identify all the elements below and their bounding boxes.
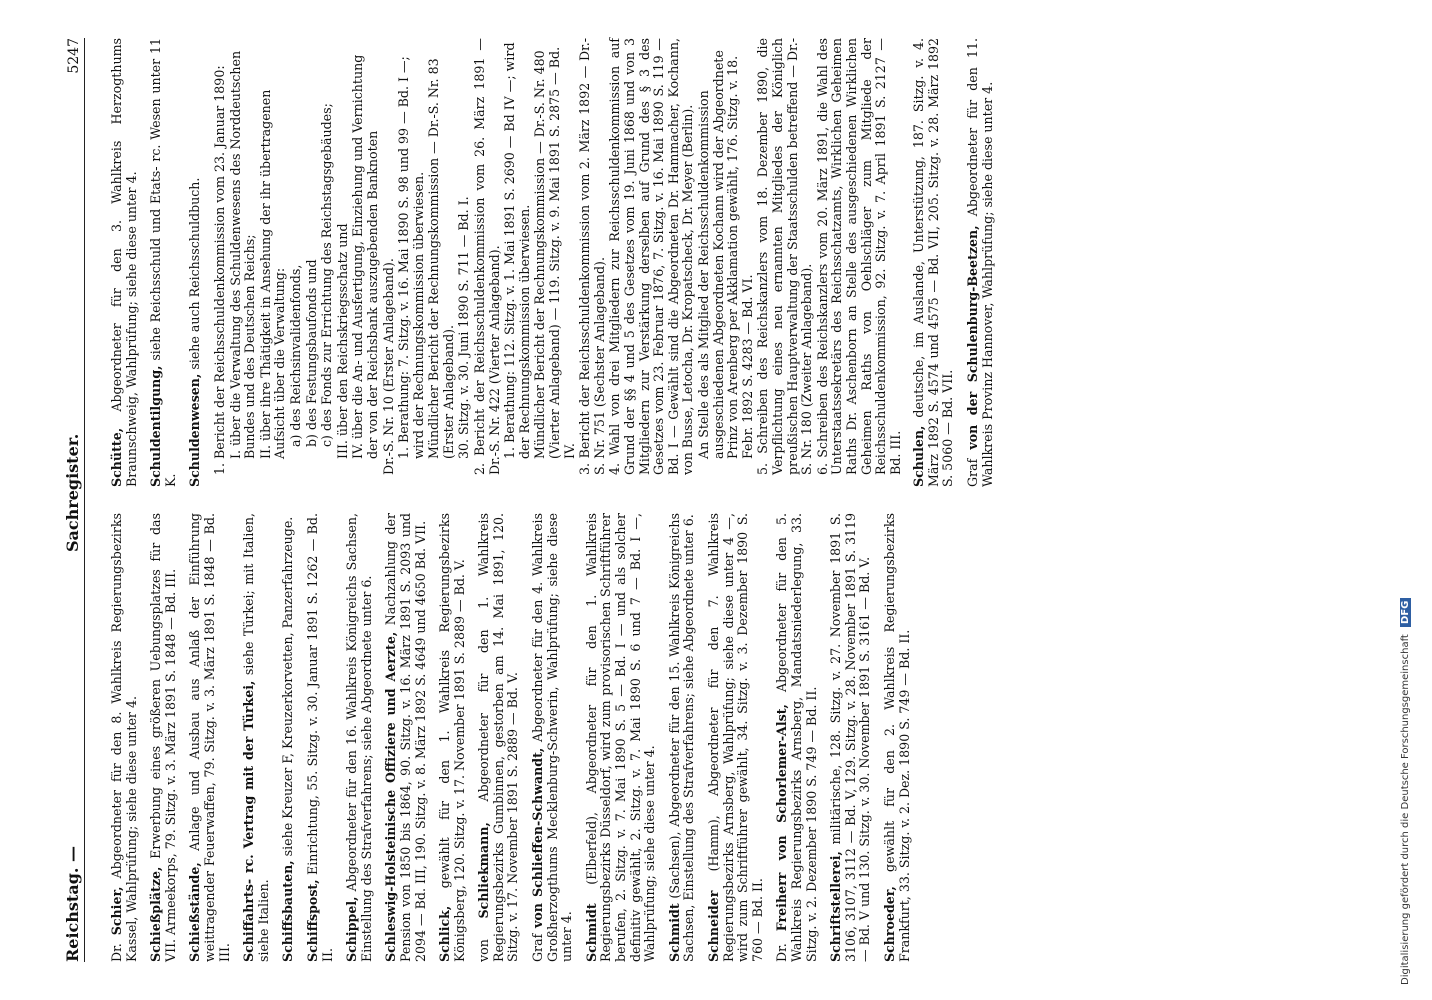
entry-keyword: Schuldenwesen, (187, 373, 203, 487)
schuldenwesen-item: 4. Wahl von drei Mitgliedern zur Reichsschuldenkommission auf Grund der §§ 4 und 5 des Gesetzes vom 19. Juni 1868 und von 3 Mitgliedern zur Verstärkung derselben auf Grund des § 3 des Gesetzes vom 23. Februar 1876, 7. Sitzg. v. 16. Mai 1890 S. 119 — Bd. I — Gewählt sind die Abgeordneten Dr. Hammacher, Kochann, von Busse, Letocha, Dr. Kropatscheck, Dr. Meyer (Berlin). (607, 38, 696, 475)
entry-keyword: Schleswig-Holsteinische Offiziere und Aerzte, (383, 631, 399, 962)
register-entry (281, 513, 296, 962)
register-entry (384, 513, 428, 962)
schuldenwesen-item: III. über den Reichskriegsschatz und (334, 223, 350, 459)
page-number: 5247 (66, 38, 82, 74)
register-entry (110, 513, 139, 962)
entry-text: Anlage und Ausbau aus Anlaß der Einführung weittragender Feuerwaffen, 79. Sitzg. v. 3. März 1891 S. 1848 — Bd. III. (187, 513, 232, 962)
right-column (110, 38, 1005, 487)
entry-keyword: von Schlieffen-Schwandt, (530, 747, 546, 928)
two-column-body (110, 38, 1005, 962)
left-column (110, 513, 1005, 962)
entry-text: Einrichtung, 55. Sitzg. v. 30. Januar 1891 S. 1262 — Bd. II. (304, 513, 335, 962)
entry-keyword: Schliekmann, (476, 822, 492, 919)
entry-keyword: Schießplätze, (148, 866, 164, 962)
entry-text: Abgeordneter für den 5. Wahlkreis Regierungsbezirks Arnsberg, Mandatsniederlegung, 33. Sitzg. v. 2. Dezember 1890 S. 749 — Bd. II. (774, 513, 819, 962)
schuldenwesen-item: a) des Reichsinvalidenfonds, (287, 264, 303, 447)
entry-text: (Elberfeld), Abgeordneter für den 1. Wahlkreis Regierungsbezirks Düsseldorf, wird zum provisorischen Schriftführer berufen, 2. Sitzg. v. 7. Mai 1890 S. 5 — Bd. I — und als solcher definitiv gewählt, 2. Sitzg. v. 7. Mai 1890 S. 6 und 7 — Bd. I —, Wahlprüfung; siehe diese unter 4. (583, 513, 658, 962)
schuldenwesen-item: An Stelle des als Mitglied der Reichsschuldenkommission ausgeschiedenen Abgeordneten Kochann wird der Abgeordnete Prinz von Arenberg per Akklamation gewählt, 176. Sitzg. v. 18. Febr. 1892 S. 4283 — Bd. VI. (695, 50, 755, 459)
entry-keyword: Schiffspost, (304, 879, 320, 962)
entry-keyword: Schiffsbauten, (280, 860, 296, 962)
entry-keyword: von der Schulenburg-Beetzen, (965, 225, 981, 450)
schuldenwesen-item: Mündlicher Bericht der Rechnungskommission — Dr.-S. Nr. 480 (Vierter Anlageband) — 119. Sitzg. v. 9. Mai 1891 S. 2875 — Bd. IV. (532, 46, 577, 459)
entry-text: Abgeordneter für den 8. Wahlkreis Regierungsbezirks Kassel, Wahlprüfung; siehe diese unter 4. (109, 513, 139, 962)
entry-keyword: Schütte, (109, 427, 124, 487)
entry-text: gewählt für den 1. Wahlkreis Regierungsbezirks Königsberg, 120. Sitzg. v. 17. November 1891 S. 2889 — Bd. V. (437, 513, 467, 962)
schuldenwesen-item: 1. Berathung: 7. Sitzg. v. 16. Mai 1890 S. 98 und 99 — Bd. I —; wird der Rechnungskommission überwiesen. (396, 56, 426, 459)
entry-text: siehe auch Reichsschuldbuch. (187, 177, 203, 370)
entry-text: Abgeordneter für den 4. Wahlkreis Großherzogthums Mecklenburg-Schwerin, Wahlprüfung; siehe diese unter 4. (530, 513, 575, 962)
register-entry (149, 513, 178, 962)
schuldenwesen-item: 1. Bericht der Reichsschuldenkommission vom 23. Januar 1890: (211, 65, 227, 475)
entry-keyword: Freiherr von Schorlemer-Alst, (774, 704, 790, 932)
header-center: Sachregister. (63, 433, 82, 552)
entry-text: Nachzahlung der Pension von 1850 bis 1864, 90. Sitzg. v. 16. März 1891 S. 2093 und 2094 — Bd. III, 190. Sitzg. v. 8. März 1892 S. 4649 und 4650 Bd. VII. (383, 513, 428, 962)
entry-prefix: Dr. (109, 943, 124, 962)
register-entry (477, 513, 521, 962)
register-entry (585, 513, 658, 962)
register-entry (438, 513, 467, 962)
schuldenwesen-item: I. über die Verwaltung des Schuldenwesens des Norddeutschen Bundes und des Deutschen Reichs; (227, 50, 258, 459)
schuldenwesen-item: 5. Schreiben des Reichskanzlers vom 18. Dezember 1890, die Verpflichtung eines neu ernannten Mitgliedes der Königlich preußischen Hauptverwaltung der Staatsschulden betreffend — Dr.-S. Nr. 180 (Zweiter Anlageband). (755, 38, 815, 475)
entry-text: Abgeordneter für den 16. Wahlkreis Königreichs Sachsen, Einstellung des Strafverfahrens; siehe Abgeordnete unter 6. (344, 513, 374, 962)
entry-prefix: Graf (965, 458, 981, 487)
entry-text: Erwerbung eines größeren Uebungsplatzes für das VII. Armeekorps, 79. Sitzg. v. 3. März 1891 S. 1848 — Bd. III. (148, 513, 178, 962)
register-entry (775, 513, 819, 962)
schuldenwesen-item: Dr.-S. Nr. 10 (Erster Anlageband). (380, 258, 396, 475)
entry-text: Abgeordneter für den 3. Wahlkreis Herzogthums Braunschweig, Wahlprüfung; siehe diese unter 4. (109, 38, 139, 487)
register-entry (966, 38, 995, 487)
register-entry (110, 38, 139, 487)
register-entry (188, 513, 232, 962)
register-entry (531, 513, 575, 962)
entry-text: Abgeordneter für den 1. Wahlkreis Regierungsbezirks Gumbinnen, gestorben am 14. Mai 1891, 120. Sitzg. v. 17. November 1891 S. 2889 — Bd. V. (476, 513, 521, 962)
entry-keyword: Schießstände, (187, 862, 203, 962)
register-entry (912, 38, 956, 487)
entry-prefix: Graf (530, 933, 546, 962)
schuldenwesen-item: c) des Fonds zur Errichtung des Reichstagsgebäudes; (319, 103, 335, 447)
entry-keyword: Schmidt (583, 903, 599, 962)
entry-text: (Hamm), Abgeordneter für den 7. Wahlkreis Regierungsbezirks Arnsberg, Wahlprüfung; siehe diese unter 4 —, wird zum Schriftführer gewählt, 34. Sitzg. v. 3. Dezember 1890 S. 760 — Bd. II. (706, 513, 765, 962)
entry-keyword: Schlick, (437, 905, 453, 962)
header-left: Reichstag. — (63, 845, 82, 962)
schuldenwesen-item: IV. über die An- und Ausfertigung, Einziehung und Vernichtung der von der Reichsbank auszugebenden Banknoten (350, 54, 380, 459)
register-entry (707, 513, 765, 962)
entry-text: siehe Kreuzer F, Kreuzerkorvetten, Panzerfahrzeuge. (280, 516, 296, 857)
entry-keyword: Schmidt (666, 903, 682, 962)
register-entry (242, 513, 271, 962)
entry-text: gewählt für den 2. Wahlkreis Regierungsbezirks Frankfurt, 33. Sitzg. v. 2. Dez. 1890 S. 749 — Bd. II. (881, 513, 912, 962)
entry-text: siehe Reichsschuld und Etats- rc. Wesen unter 11 K. (148, 38, 178, 487)
entry-keyword: Schneider (706, 890, 721, 962)
entry-text: militärische, 128. Sitzg. v. 27. November 1891 S. 3106, 3107, 3112 — Bd. V, 129. Sitzg. v. 28. November 1891 S. 3119 — Bd. V und 130. Sitzg. v. 30. November 1891 S. 3161 — Bd. V. (828, 512, 873, 962)
schuldenwesen-item: II. über ihre Thätigkeit in Ansehung der ihr übertragenen Aufsicht über die Verwaltung: (257, 89, 288, 459)
register-entry (149, 38, 178, 487)
schuldenwesen-item: 1. Berathung: 112. Sitzg. v. 1. Mai 1891 S. 2690 — Bd IV —; wird der Rechnungskommission überwiesen. (502, 42, 532, 459)
entry-prefix: von (476, 939, 492, 962)
funding-note (1400, 598, 1411, 985)
schuldenwesen-item: 3. Bericht der Reichsschuldenkommission vom 2. März 1892 — Dr.-S. Nr. 751 (Sechster Anlageband). (577, 38, 607, 475)
entry-prefix: Dr. (774, 943, 790, 962)
funding-note-text: Digitalisierung gefördert durch die Deutsche Forschungsgemeinschaft (1400, 634, 1411, 985)
entry-keyword: Schippel, (344, 896, 360, 962)
entry-keyword: Schriftstellerei, (828, 851, 844, 962)
schuldenwesen-item: 6. Schreiben des Reichskanzlers vom 20. März 1891, die Wahl des Unterstaatssekretärs des Reichsschatzamts, Wirklichen Geheimen Raths Dr. Aschenborn an Stelle des ausgeschiedenen Wirklichen Geheimen Raths von Oehlschläger zum Mitgliede der Reichsschuldenkommission, 92. Sitzg. v. 7. April 1891 S. 2127 — Bd. III. (814, 38, 903, 475)
entry-keyword: Schier, (109, 886, 124, 936)
register-entry (883, 513, 912, 962)
register-entry (345, 513, 374, 962)
register-entry (306, 513, 335, 962)
register-entry (188, 38, 203, 487)
entry-keyword: Schulen, (911, 425, 927, 487)
schuldenwesen-item: 30. Sitzg. v. 30. Juni 1890 S. 711 — Bd. I. (456, 196, 472, 459)
entry-text: deutsche, im Auslande, Unterstützung, 187. Sitzg. v. 4. März 1892 S. 4574 und 4575 — Bd. VII, 205. Sitzg. v. 28. März 1892 S. 5060 — Bd. VII. (911, 38, 956, 487)
entry-text: (Sachsen), Abgeordneter für den 15. Wahlkreis Königreichs Sachsen, Einstellung des Strafverfahrens; siehe Abgeordnete unter 6. (666, 513, 697, 962)
schuldenwesen-item: b) des Festungsbaufonds und (303, 259, 319, 447)
entry-keyword: Schuldentilgung, (148, 365, 164, 487)
entry-text: Abgeordneter für den 11. Wahlkreis Provinz Hannover, Wahlprüfung; siehe diese unter 4. (965, 38, 995, 487)
page-header (62, 38, 85, 962)
register-entry (829, 513, 873, 962)
dfg-badge: DFG (1400, 598, 1411, 627)
entry-keyword: Schroeder, (881, 886, 897, 962)
register-entry (668, 513, 697, 962)
entry-keyword: Schiffahrts- rc. Vertrag mit der Türkei, (241, 680, 257, 962)
schuldenwesen-item: 2. Bericht der Reichsschuldenkommission vom 26. März 1891 — Dr.-S. Nr. 422 (Vierter Anlageband). (472, 38, 502, 475)
schuldenwesen-item: Mündlicher Bericht der Rechnungskommission — Dr.-S. Nr. 83 (Erster Anlageband). (426, 58, 456, 459)
entry-text: siehe Türkei; mit Italien, siehe Italien. (241, 513, 271, 962)
